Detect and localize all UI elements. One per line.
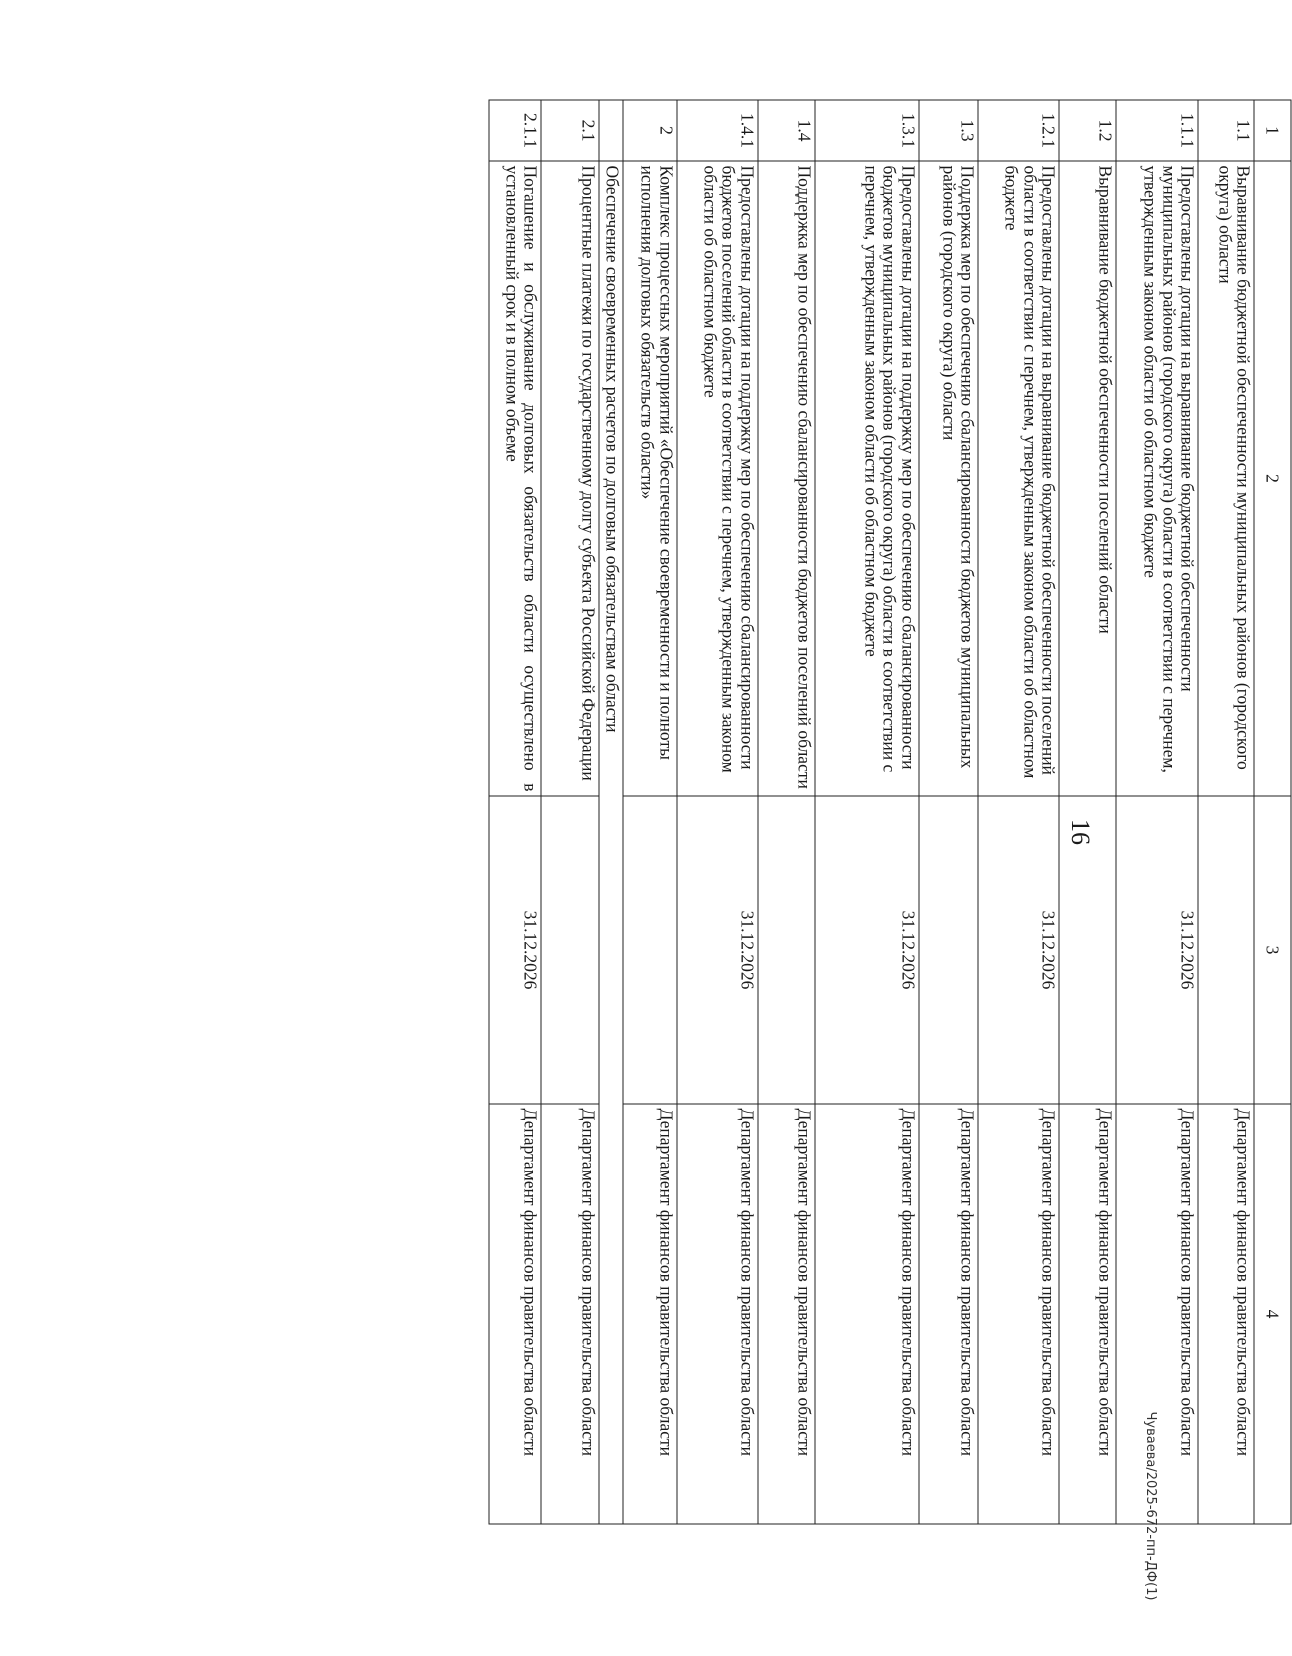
- table-row: [1198, 100, 1254, 1524]
- row-number-cell: 2: [623, 100, 677, 161]
- row-responsible-cell: Департамент финансов правительства области: [677, 1104, 758, 1524]
- column-header-2: 2: [1254, 161, 1291, 796]
- row-description-cell: Процентные платежи по государственному долгу субъекта Российской Федерации: [541, 161, 599, 796]
- row-number-cell: 2.1: [541, 100, 599, 161]
- row-number-cell: 1.3: [919, 100, 978, 161]
- row-deadline-cell: 31.12.2026: [677, 796, 758, 1104]
- row-responsible-cell: Департамент финансов правительства области: [623, 1104, 677, 1524]
- row-number-cell: 1.2: [1059, 100, 1116, 161]
- row-description-cell: Выравнивание бюджетной обеспеченности поселений области: [1059, 161, 1116, 796]
- row-deadline-cell: 31.12.2026: [1116, 796, 1198, 1104]
- table-row: [541, 100, 599, 1524]
- row-description-cell: Выравнивание бюджетной обеспеченности муниципальных районов (городского округа) области: [1198, 161, 1254, 796]
- page-number: 16: [1066, 819, 1095, 845]
- row-deadline-cell: 31.12.2026: [978, 796, 1059, 1104]
- table-row: [919, 100, 978, 1524]
- table-row: [1116, 100, 1198, 1524]
- table-row: [623, 100, 677, 1524]
- table-row: [599, 100, 623, 1524]
- row-description-cell: Комплекс процессных мероприятий «Обеспечение своевременности и полноты исполнения долговых обязательств области»: [623, 161, 677, 796]
- table-row: [815, 100, 919, 1524]
- section-heading-cell: [599, 100, 623, 161]
- row-responsible-cell: Департамент финансов правительства области: [489, 1104, 541, 1524]
- row-deadline-cell: 31.12.2026: [489, 796, 541, 1104]
- row-deadline-cell: [541, 796, 599, 1104]
- row-description-cell: Предоставлены дотации на выравнивание бюджетной обеспеченности поселений области в соответствии с перечнем, утвержденным законом области об областном бюджете: [978, 161, 1059, 796]
- row-responsible-cell: Департамент финансов правительства области: [1198, 1104, 1254, 1524]
- row-responsible-cell: Департамент финансов правительства области: [1116, 1104, 1198, 1524]
- table-row: [489, 100, 541, 1524]
- section-heading-text: Обеспечение своевременных расчетов по долговым обязательствам области: [599, 161, 623, 1524]
- row-deadline-cell: [1198, 796, 1254, 1104]
- row-responsible-cell: Департамент финансов правительства области: [758, 1104, 815, 1524]
- row-deadline-cell: 31.12.2026: [815, 796, 919, 1104]
- row-number-cell: 1.1.1: [1116, 100, 1198, 161]
- row-description-cell: Поддержка мер по обеспечению сбалансированности бюджетов поселений области: [758, 161, 815, 796]
- table-header-row: [1254, 100, 1291, 1524]
- row-responsible-cell: Департамент финансов правительства области: [541, 1104, 599, 1524]
- row-number-cell: 1.1: [1198, 100, 1254, 161]
- row-description-cell: Предоставлены дотации на поддержку мер по обеспечению сбалансированности бюджетов поселений области в соответствии с перечнем, утвержденным законом области об областном бюджете: [677, 161, 758, 796]
- measures-table: [489, 100, 1292, 1525]
- row-deadline-cell: [623, 796, 677, 1104]
- column-header-4: 4: [1254, 1104, 1291, 1524]
- table-row: [978, 100, 1059, 1524]
- row-deadline-cell: [1059, 796, 1116, 1104]
- row-description-cell: Погашение и обслуживание долговых обязательств области осуществлено в установленный срок и в полном объеме: [489, 161, 541, 796]
- row-description-cell: Поддержка мер по обеспечению сбалансированности бюджетов муниципальных районов (городского округа) области: [919, 161, 978, 796]
- table-row: [677, 100, 758, 1524]
- row-number-cell: 1.4.1: [677, 100, 758, 161]
- row-responsible-cell: Департамент финансов правительства области: [1059, 1104, 1116, 1524]
- row-description-cell: Предоставлены дотации на выравнивание бюджетной обеспеченности муниципальных районов (городского округа) области в соответствии с перечнем, утвержденным законом области об областном бюджете: [1116, 161, 1198, 796]
- row-description-cell: Предоставлены дотации на поддержку мер по обеспечению сбалансированности бюджетов муниципальных районов (городского округа) области в соответствии с перечнем, утвержденным законом области об областном бюджете: [815, 161, 919, 796]
- row-responsible-cell: Департамент финансов правительства области: [978, 1104, 1059, 1524]
- row-deadline-cell: [758, 796, 815, 1104]
- table-row: [758, 100, 815, 1524]
- row-deadline-cell: [919, 796, 978, 1104]
- row-responsible-cell: Департамент финансов правительства области: [815, 1104, 919, 1524]
- row-number-cell: 1.4: [758, 100, 815, 161]
- table-row: [1059, 100, 1116, 1524]
- row-number-cell: 2.1.1: [489, 100, 541, 161]
- row-number-cell: 1.3.1: [815, 100, 919, 161]
- column-header-3: 3: [1254, 796, 1291, 1104]
- document-table: [489, 100, 1292, 1524]
- column-header-1: 1: [1254, 100, 1291, 161]
- row-number-cell: 1.2.1: [978, 100, 1059, 161]
- row-responsible-cell: Департамент финансов правительства области: [919, 1104, 978, 1524]
- document-footer-code: Чуваева/2025-672-пп-ДФ(1): [1143, 1411, 1158, 1601]
